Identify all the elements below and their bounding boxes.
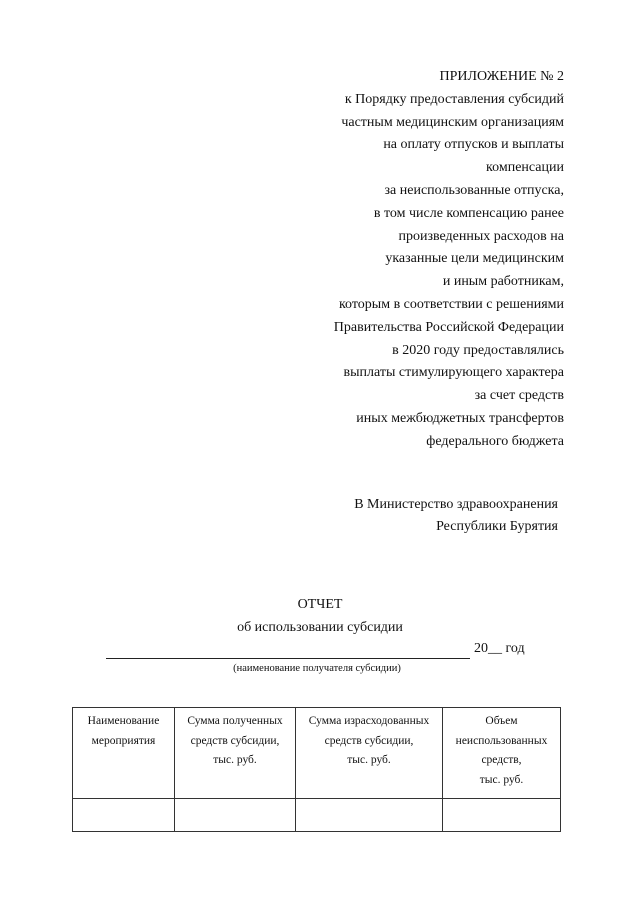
recipient-caption: (наименование получателя субсидии) bbox=[233, 663, 401, 674]
appendix-line: иных межбюджетных трансфертов bbox=[356, 410, 564, 426]
header-text: средств субсидии, bbox=[324, 734, 414, 747]
appendix-line: компенсации bbox=[486, 160, 564, 176]
report-subtitle: об использовании субсидии bbox=[237, 620, 403, 635]
header-text: тыс. руб. bbox=[479, 773, 524, 786]
addressee-line-1: В Министерство здравоохранения bbox=[354, 497, 558, 512]
appendix-title: ПРИЛОЖЕНИЕ № 2 bbox=[439, 69, 564, 84]
addressee-block bbox=[258, 494, 558, 538]
appendix-line: частным медицинским организациям bbox=[341, 114, 564, 130]
header-received-amount bbox=[175, 708, 296, 799]
table-header-row bbox=[73, 708, 561, 799]
header-text: средств, bbox=[481, 754, 522, 766]
header-text: Объем bbox=[485, 715, 518, 727]
header-activity-name bbox=[73, 708, 175, 799]
appendix-line: указанные цели медицинским bbox=[385, 251, 564, 267]
appendix-line: которым в соответствии с решениями bbox=[338, 296, 564, 312]
table-cell[interactable] bbox=[443, 799, 561, 832]
appendix-line: к Порядку предоставления субсидий bbox=[344, 91, 564, 107]
addressee-line-2: Республики Бурятия bbox=[436, 519, 558, 534]
header-text: неиспользованных bbox=[455, 734, 548, 747]
appendix-line: за счет средств bbox=[474, 388, 564, 404]
table-cell[interactable] bbox=[296, 799, 443, 832]
appendix-line: выплаты стимулирующего характера bbox=[343, 365, 564, 381]
header-text: средств субсидии, bbox=[190, 734, 280, 747]
header-unused-amount bbox=[443, 708, 561, 799]
appendix-line: за неиспользованные отпуска, bbox=[384, 182, 564, 198]
appendix-line: на оплату отпусков и выплаты bbox=[383, 137, 564, 153]
appendix-line: и иным работникам, bbox=[442, 274, 564, 290]
appendix-line: федерального бюджета bbox=[426, 433, 564, 449]
report-year-field[interactable]: 20__ год bbox=[474, 641, 525, 656]
header-spent-amount bbox=[296, 708, 443, 799]
header-text: мероприятия bbox=[91, 734, 156, 747]
header-text: Сумма полученных bbox=[187, 715, 283, 727]
appendix-block bbox=[264, 66, 564, 454]
recipient-name-field[interactable] bbox=[106, 640, 470, 659]
table-cell[interactable] bbox=[73, 799, 175, 832]
header-text: тыс. руб. bbox=[347, 754, 391, 766]
header-text: Наименование bbox=[87, 715, 160, 727]
header-text: тыс. руб. bbox=[213, 754, 257, 766]
header-text: Сумма израсходованных bbox=[308, 715, 430, 727]
appendix-line: в 2020 году предоставлялись bbox=[392, 342, 564, 358]
report-title: ОТЧЕТ bbox=[297, 597, 343, 612]
report-table bbox=[72, 707, 561, 832]
table-row bbox=[73, 799, 561, 832]
appendix-line: Правительства Российской Федерации bbox=[333, 319, 564, 335]
appendix-line: в том числе компенсацию ранее bbox=[373, 205, 564, 221]
appendix-line: произведенных расходов на bbox=[398, 228, 564, 244]
table-cell[interactable] bbox=[175, 799, 296, 832]
